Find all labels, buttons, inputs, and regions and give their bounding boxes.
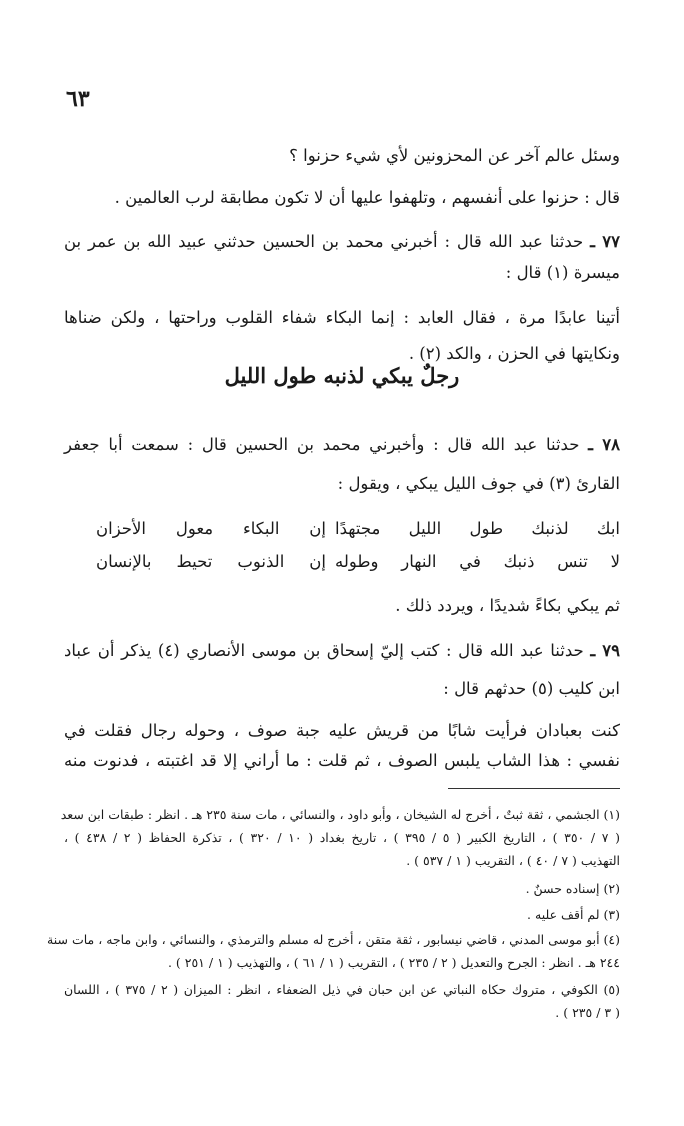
item-78-line-3: ثم يبكي بكاءً شديدًا ، ويردد ذلك . [395, 596, 620, 615]
footnote-5-line-2: ( ٣ / ٢٣٥ ) . [555, 1005, 620, 1020]
item-79-number: ٧٩ ـ [590, 641, 620, 660]
intro-line-1: وسئل عالم آخر عن المحزونين لأي شيء حزنوا ؟ [289, 146, 620, 165]
intro-line-2: قال : حزنوا على أنفسهم ، وتلهفوا عليها أن لا تكون مطابقة لرب العالمين . [114, 188, 620, 207]
item-77-number: ٧٧ ـ [590, 232, 620, 251]
section-heading: رجلٌ يبكي لذنبه طول الليل [224, 363, 460, 388]
item-79-line-3: كنت بعبادان فرأيت شابًا من قريش عليه جبة صوف ، وحوله رجال فقلت في [64, 721, 620, 740]
item-77-line-3: أتينا عابدًا مرة ، فقال العابد : إنما البكاء شفاء القلوب وراحتها ، ولكن ضناها [64, 308, 620, 327]
item-79-line-4: نفسي : هذا الشاب يلبس الصوف ، ثم قلت : ما أراني إلا قد اغتبته ، فدنوت منه [64, 751, 620, 770]
footnote-1-line-1: (١) الجشمي ، ثقة ثبتٌ ، أخرج له الشيخان ، وأبو داود ، والنسائي ، مات سنة ٢٣٥ هـ . انظر : طبقات ابن سعد [60, 807, 620, 822]
item-79-line-1 [64, 638, 620, 664]
item-79-text-1: حدثنا عبد الله قال : كتب إليّ إسحاق بن موسى الأنصاري (٤) يذكر أن عباد [64, 641, 584, 660]
item-78-line-2: القارئ (٣) في جوف الليل يبكي ، ويقول : [337, 474, 620, 493]
item-77-line-4: ونكايتها في الحزن ، والكد (٢) . [408, 344, 620, 363]
footnote-4-line-1: (٤) أبو موسى المدني ، قاضي نيسابور ، ثقة متقن ، أخرج له مسلم والترمذي ، والنسائي ، وابن ماجه ، مات سنة [47, 932, 620, 947]
poem-verse-1-second: إن البكاء معول الأحزان [96, 519, 326, 538]
footnote-3: (٣) لم أقف عليه . [527, 907, 620, 922]
page-number: ٦٣ [66, 86, 90, 112]
footnote-rule [448, 788, 620, 789]
item-77-line-1 [64, 229, 620, 255]
item-77-line-2: ميسرة (١) قال : [505, 263, 620, 282]
footnote-4-line-2: ٢٤٤ هـ . انظر : الجرح والتعديل ( ٢ / ٢٣٥ ) ، التقريب ( ١ / ٦١ ) ، والتهذيب ( ١ / ٢٥١ ) . [167, 955, 620, 970]
item-78-number: ٧٨ ـ [588, 435, 620, 454]
poem-verse-2-second: إن الذنوب تحيط بالإنسان [96, 552, 326, 571]
item-78-line-1 [64, 432, 620, 458]
footnote-2: (٢) إسناده حسنٌ . [525, 881, 620, 896]
item-77-text-1: حدثنا عبد الله قال : أخبرني محمد بن الحسين حدثني عبيد الله بن عمر بن [64, 232, 584, 251]
item-79-line-2: ابن كليب (٥) حدثهم قال : [443, 679, 620, 698]
poem-verse-1-first: ابك لذنبك طول الليل مجتهدًا [335, 519, 620, 538]
poem-verse-2-first: لا تنس ذنبك في النهار وطوله [335, 552, 620, 571]
item-78-text-1: حدثنا عبد الله قال : وأخبرني محمد بن الحسين قال : سمعت أبا جعفر [64, 435, 580, 454]
footnote-1-line-2: ( ٧ / ٣٥٠ ) ، التاريخ الكبير ( ٥ / ٣٩٥ ) ، تاريخ بغداد ( ١٠ / ٣٢٠ ) ، تذكرة الحفاظ ( ٢ / ٤٣٨ ) ، [64, 830, 620, 845]
footnote-5-line-1: (٥) الكوفي ، متروك حكاه النباتي عن ابن حبان في ذيل الضعفاء ، انظر : الميزان ( ٢ / ٣٧٥ ) ، اللسان [64, 982, 620, 997]
footnote-1-line-3: التهذيب ( ٧ / ٤٠ ) ، التقريب ( ١ / ٥٣٧ ) . [406, 853, 620, 868]
